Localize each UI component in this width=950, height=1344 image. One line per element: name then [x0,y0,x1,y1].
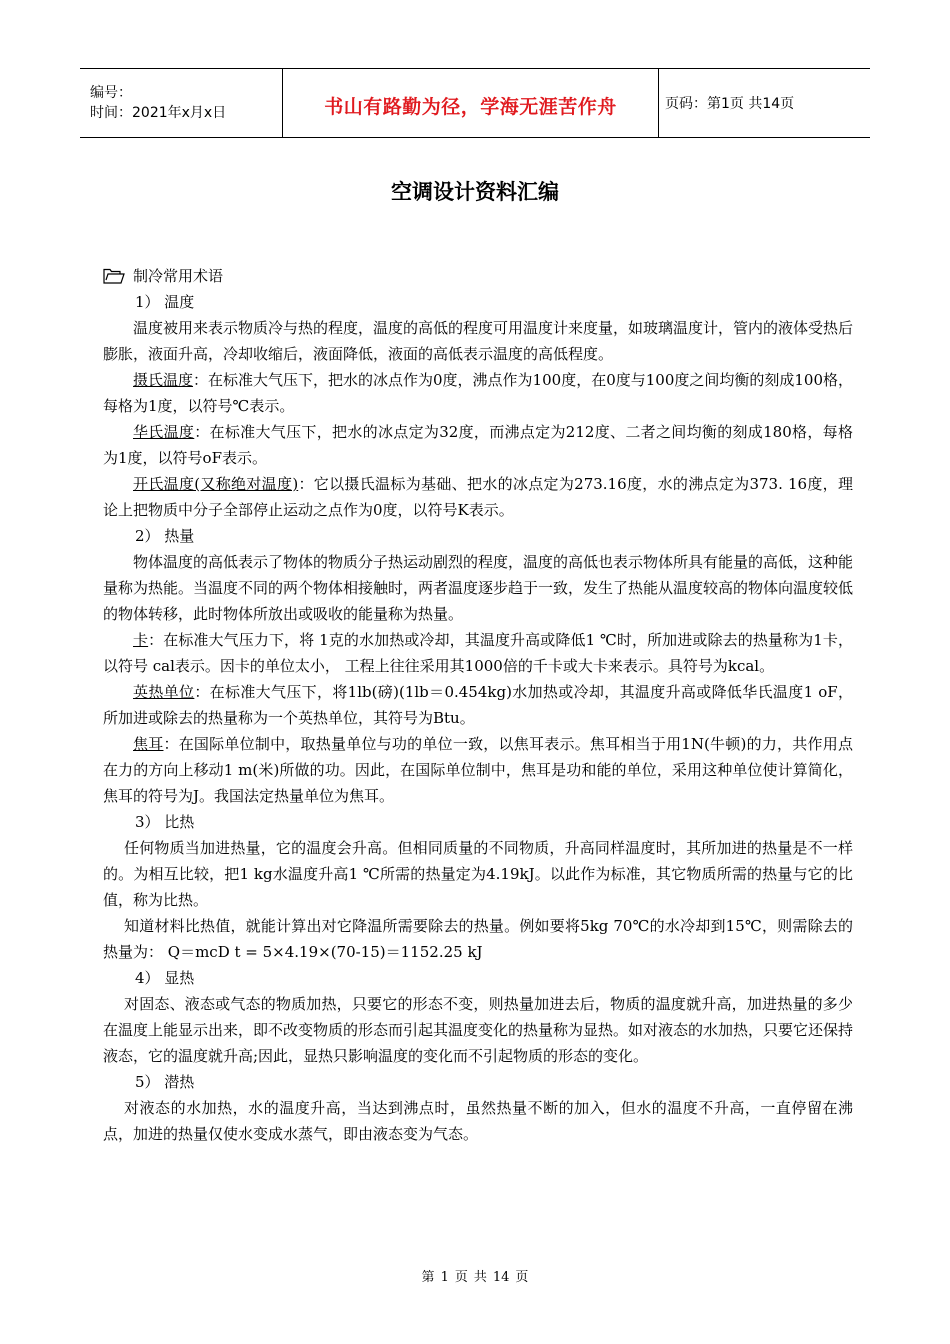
header-motto-cell [282,69,659,137]
subsection-heading: 2） 热量 [135,527,195,545]
paragraph: 任何物质当加进热量，它的温度会升高。但相同质量的不同物质，升高同样温度时，其所加进的热量是不一样的。为相互比较，把1 kg水温度升高1 ℃所需的热量定为4.19kJ。以此作为标准，其它物质所需的热量与它的比值，称为比热。 [103,839,853,909]
page-header [80,68,870,138]
section-heading: 制冷常用术语 [133,267,224,285]
paragraph: 摄氏温度：在标准大气压下，把水的冰点作为0度，沸点作为100度，在0度与100度之间均衡的刻成100格，每格为1度，以符号℃表示。 [103,371,853,415]
document-title: 空调设计资料汇编 [391,180,559,204]
footer-text: 页 [454,1270,468,1285]
term: 摄氏温度 [133,371,194,389]
footer-page-number: 1 [440,1270,449,1285]
paragraph: 对固态、液态或气态的物质加热，只要它的形态不变，则热量加进去后，物质的温度就升高，加进热量的多少在温度上能显示出来，即不改变物质的形态而引起其温度变化的热量称为显热。如对液态的水加热，只要它还保持液态，它的温度就升高;因此，显热只影响温度的变化而不引起物质的形态的变化。 [103,995,854,1065]
footer-page-total: 14 [492,1270,510,1285]
paragraph: 物体温度的高低表示了物体的物质分子热运动剧烈的程度，温度的高低也表示物体所具有能量的高低，这种能量称为热能。当温度不同的两个物体相接触时，两者温度逐步趋于一致，发生了热能从温度较高的物体向温度较低的物体转移，此时物体所放出或吸收的能量称为热量。 [103,553,854,623]
header-meta [80,69,282,137]
paragraph: 温度被用来表示物质冷与热的程度，温度的高低的程度可用温度计来度量，如玻璃温度计，管内的液体受热后膨胀，液面升高，冷却收缩后，液面降低，液面的高低表示温度的高低程度。 [103,319,854,363]
header-page-info-cell [659,69,870,137]
paragraph: 焦耳：在国际单位制中，取热量单位与功的单位一致，以焦耳表示。焦耳相当于用1N(牛顿)的力，共作用点在力的方向上移动1 m(米)所做的功。因此，在国际单位制中，焦耳是功和能的单位，采用这种单位使计算简化，焦耳的符号为J。我国法定热量单位为焦耳。 [103,735,853,805]
doc-number-label: 编号： [90,85,132,101]
footer-text: 共 [473,1270,487,1285]
header-motto: 书山有路勤为径，学海无涯苦作舟 [324,95,617,118]
footer-text: 页 [515,1270,529,1285]
paragraph: 英热单位：在标准大气压下，将1lb(磅)(1lb＝0.454kg)水加热或冷却，其温度升高或降低华氏温度1 oF，所加进或除去的热量称为一个英热单位，其符号为Btu。 [103,683,853,727]
header-page-info: 页码：第1页 共14页 [665,96,795,112]
subsection-heading: 5） 潜热 [135,1073,195,1091]
term: 开氏温度(又称绝对温度) [133,475,299,493]
doc-time-label: 时间：2021年x月x日 [90,105,227,121]
footer-text: 第 [421,1270,435,1285]
paragraph: 开氏温度(又称绝对温度)：它以摄氏温标为基础、把水的冰点定为273.16度，水的沸点定为373. 16度，理论上把物质中分子全部停止运动之点作为0度，以符号K表示。 [103,475,853,519]
paragraph: 对液态的水加热，水的温度升高，当达到沸点时，虽然热量不断的加入，但水的温度不升高，一直停留在沸点，加进的热量仅使水变成水蒸气，即由液态变为气态。 [103,1099,853,1143]
page-footer [0,1266,950,1285]
paragraph: 知道材料比热值，就能计算出对它降温所需要除去的热量。例如要将5kg 70℃的水冷却到15℃，则需除去的热量为： Q＝mcD t = 5×4.19×(70-15)＝1152.25 kJ [103,917,853,961]
term: 焦耳 [133,735,164,753]
section-heading-row [103,263,853,289]
paragraph: 华氏温度：在标准大气压下，把水的冰点定为32度，而沸点定为212度、二者之间均衡的刻成180格，每格为1度，以符号oF表示。 [103,423,853,467]
subsection-heading: 3） 比热 [135,813,195,831]
subsection-heading: 4） 显热 [135,969,195,987]
subsection-heading: 1） 温度 [135,293,195,311]
term: 华氏温度 [133,423,195,441]
paragraph: 卡：在标准大气压力下，将 1克的水加热或冷却，其温度升高或降低1 ℃时，所加进或除去的热量称为1卡，以符号 cal表示。因卡的单位太小， 工程上往往采用其1000倍的千卡或大卡来表示。具符号为kcal。 [103,631,853,675]
folder-icon [103,268,125,284]
document-body [103,263,853,1147]
term: 英热单位 [133,683,195,701]
term: 卡 [133,631,149,649]
